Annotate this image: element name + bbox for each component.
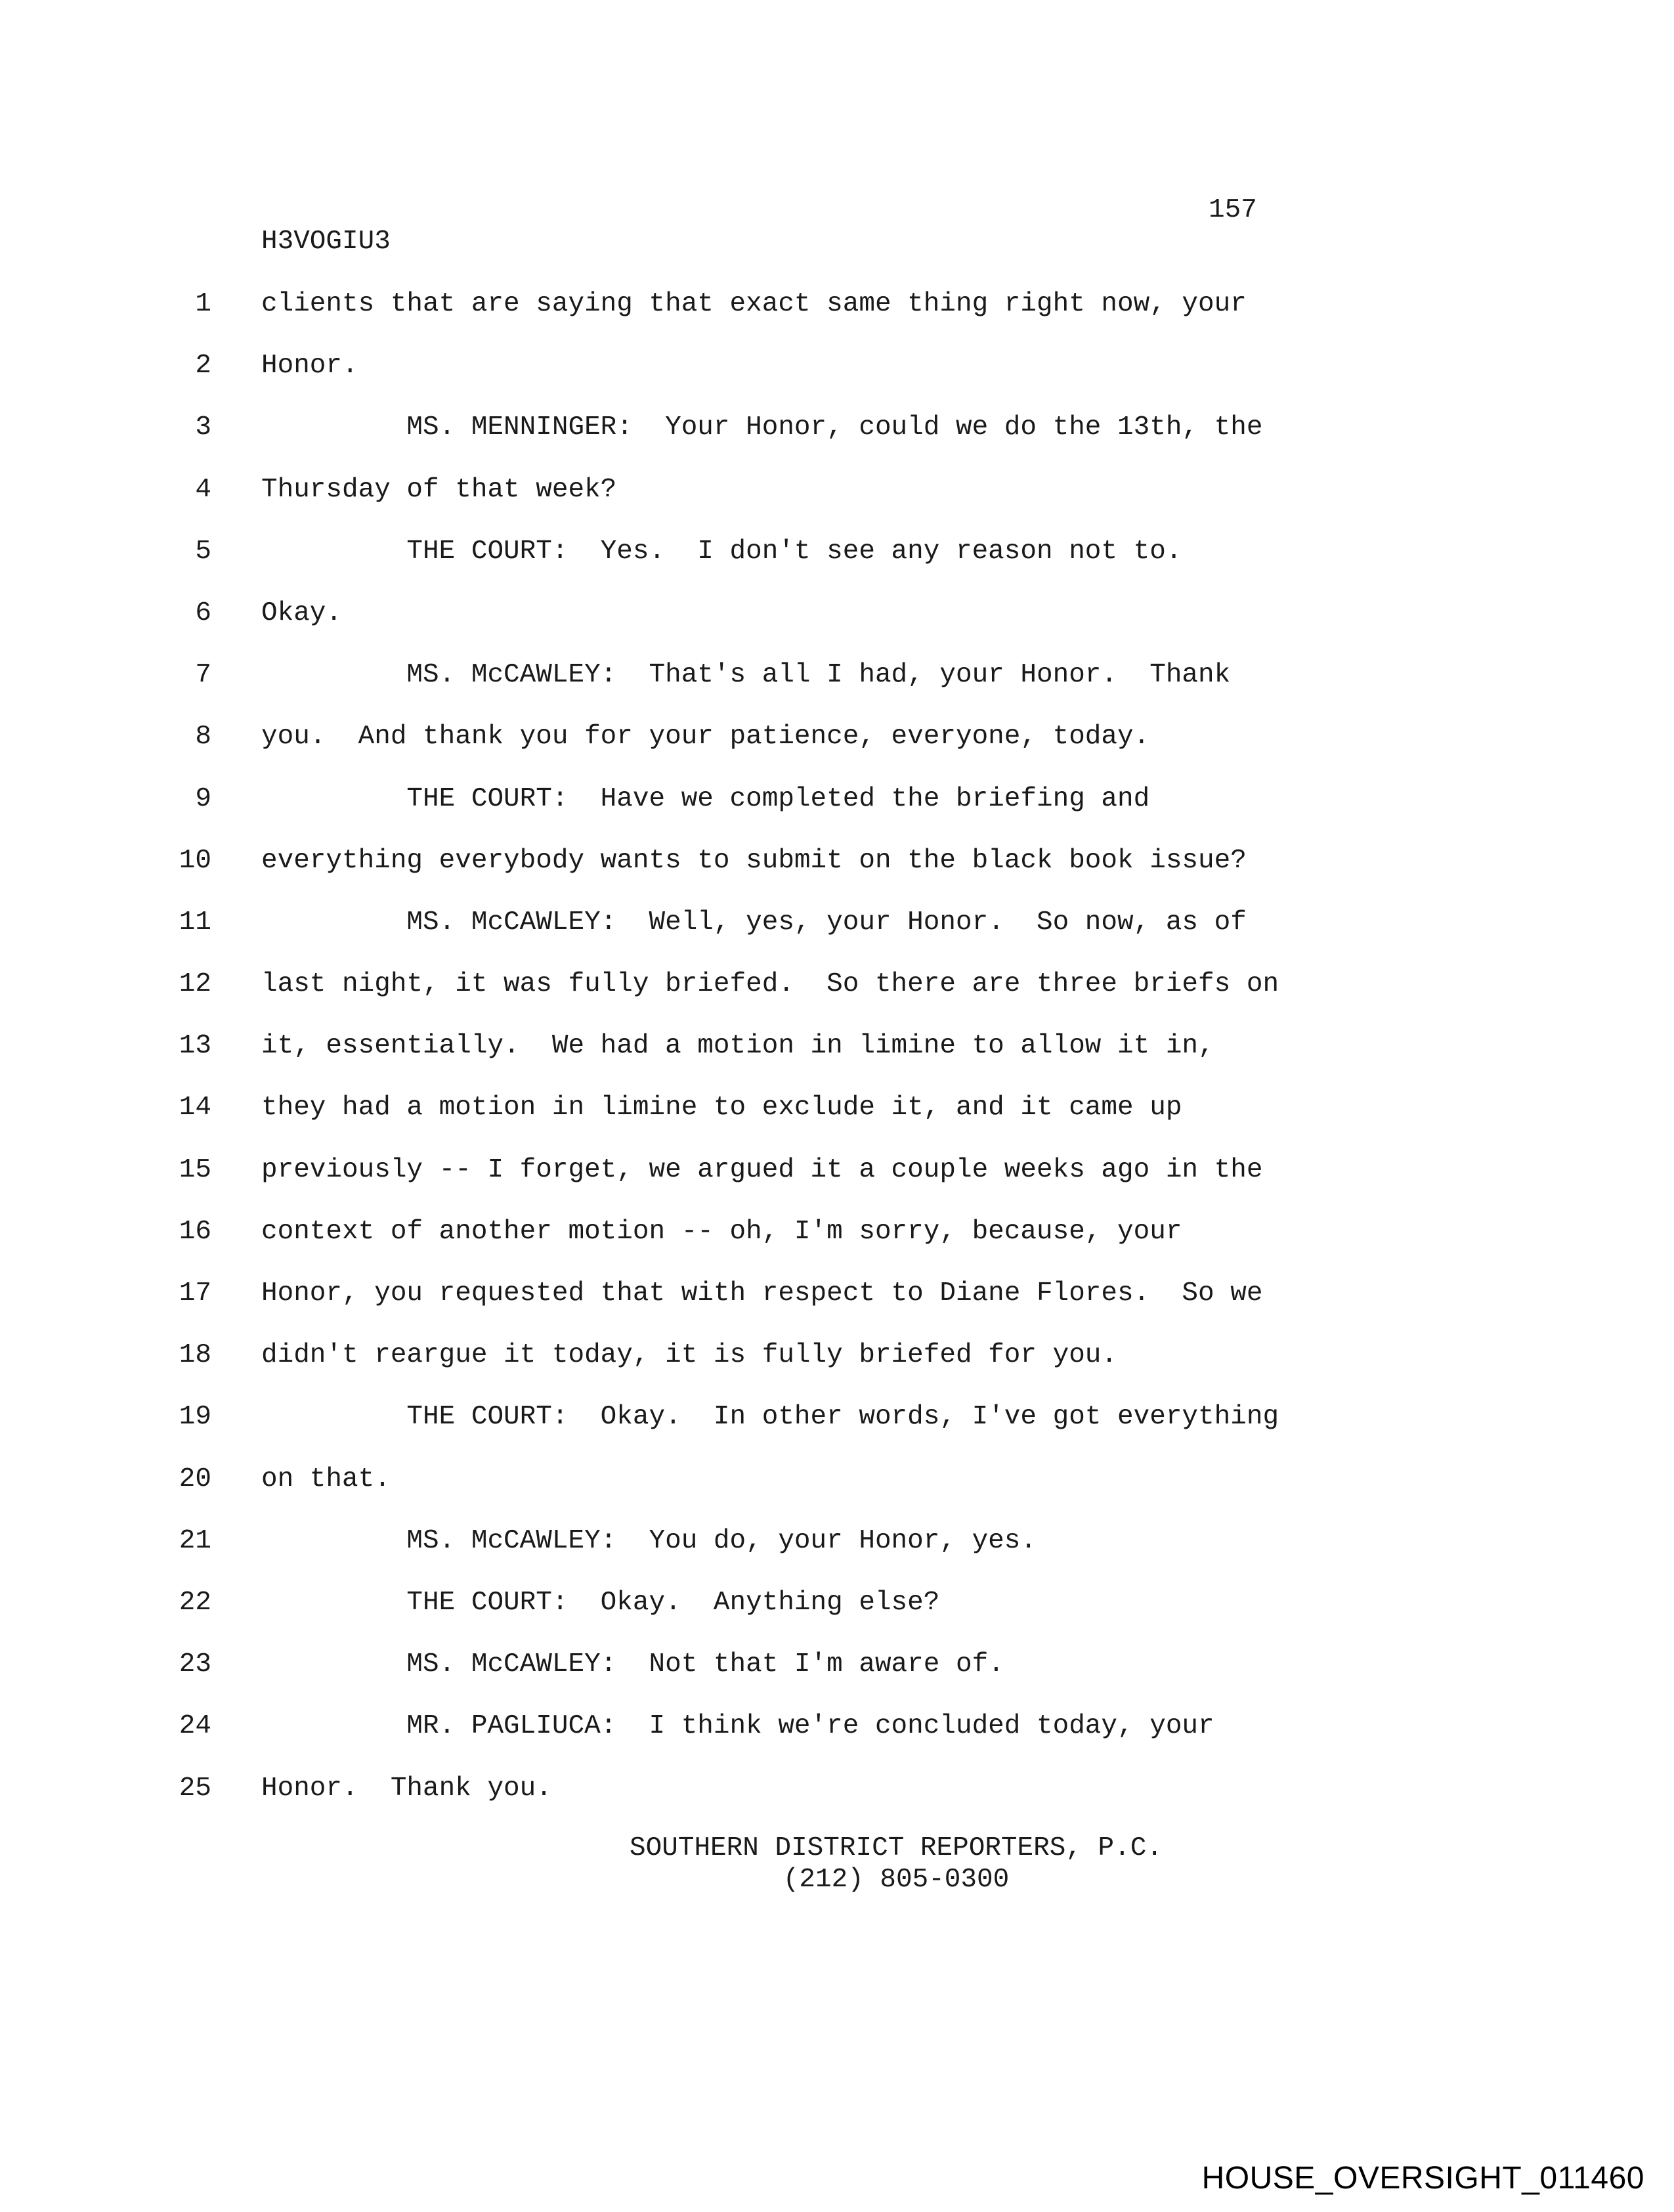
line-text: MS. McCAWLEY: You do, your Honor, yes. bbox=[261, 1525, 1037, 1556]
line-text: THE COURT: Yes. I don't see any reason not to. bbox=[261, 536, 1182, 567]
line-number: 19 bbox=[179, 1402, 211, 1433]
transcript-line bbox=[0, 1587, 1674, 1651]
page-number: 157 bbox=[1209, 195, 1257, 225]
transcript-line bbox=[0, 597, 1674, 662]
line-text: MS. MENNINGER: Your Honor, could we do the 13th, the bbox=[261, 412, 1263, 443]
transcript-line bbox=[0, 662, 1674, 724]
transcript-line bbox=[0, 909, 1674, 971]
line-text: it, essentially. We had a motion in limine to allow it in, bbox=[261, 1031, 1214, 1062]
line-text: clients that are saying that exact same thing right now, your bbox=[261, 289, 1247, 319]
line-number: 22 bbox=[179, 1587, 211, 1618]
line-text: on that. bbox=[261, 1464, 391, 1494]
line-number: 24 bbox=[179, 1711, 211, 1742]
line-text: everything everybody wants to submit on the black book issue? bbox=[261, 845, 1247, 876]
line-text: MS. McCAWLEY: Not that I'm aware of. bbox=[261, 1649, 1004, 1680]
line-number: 11 bbox=[179, 907, 211, 938]
line-number: 5 bbox=[195, 536, 211, 567]
reporter-name: SOUTHERN DISTRICT REPORTERS, P.C. bbox=[630, 1833, 1163, 1863]
line-text: Honor, you requested that with respect to Diane Flores. So we bbox=[261, 1278, 1263, 1309]
reporter-phone: (212) 805-0300 bbox=[783, 1865, 1010, 1895]
line-text: Honor. bbox=[261, 351, 358, 381]
transcript-line bbox=[0, 1525, 1674, 1590]
line-number: 6 bbox=[195, 597, 211, 628]
line-number: 14 bbox=[179, 1093, 211, 1123]
line-number: 12 bbox=[179, 969, 211, 1000]
transcript-line bbox=[0, 1713, 1674, 1775]
transcript-line bbox=[0, 1154, 1674, 1219]
transcript-line bbox=[0, 783, 1674, 848]
line-number: 18 bbox=[179, 1340, 211, 1371]
line-text: MR. PAGLIUCA: I think we're concluded today, your bbox=[261, 1711, 1214, 1742]
transcript-line bbox=[0, 1342, 1674, 1404]
transcript-line bbox=[0, 1033, 1674, 1095]
transcript-line bbox=[0, 538, 1674, 600]
line-number: 2 bbox=[195, 351, 211, 381]
line-number: 25 bbox=[179, 1773, 211, 1804]
line-text: context of another motion -- oh, I'm sorry, because, your bbox=[261, 1216, 1182, 1247]
line-number: 17 bbox=[179, 1278, 211, 1309]
line-number: 20 bbox=[179, 1464, 211, 1494]
line-number: 3 bbox=[195, 412, 211, 443]
case-code: H3VOGIU3 bbox=[261, 227, 391, 257]
line-number: 1 bbox=[195, 289, 211, 319]
line-text: last night, it was fully briefed. So there are three briefs on bbox=[261, 969, 1279, 1000]
line-text: Honor. Thank you. bbox=[261, 1773, 552, 1804]
line-number: 23 bbox=[179, 1649, 211, 1680]
line-number: 15 bbox=[179, 1154, 211, 1185]
line-text: THE COURT: Okay. Anything else? bbox=[261, 1587, 940, 1618]
line-text: THE COURT: Okay. In other words, I've got everything bbox=[261, 1402, 1279, 1433]
line-text: MS. McCAWLEY: Well, yes, your Honor. So now, as of bbox=[261, 907, 1247, 938]
line-number: 16 bbox=[179, 1216, 211, 1247]
transcript-line bbox=[0, 1404, 1674, 1465]
line-text: Okay. bbox=[261, 597, 343, 628]
line-text: you. And thank you for your patience, everyone, today. bbox=[261, 722, 1150, 752]
transcript-body bbox=[0, 291, 1674, 1837]
transcript-line bbox=[0, 845, 1674, 909]
line-text: THE COURT: Have we completed the briefing and bbox=[261, 783, 1150, 814]
line-number: 10 bbox=[179, 845, 211, 876]
line-number: 9 bbox=[195, 783, 211, 814]
line-number: 13 bbox=[179, 1031, 211, 1062]
line-text: they had a motion in limine to exclude it, and it came up bbox=[261, 1093, 1182, 1123]
line-number: 21 bbox=[179, 1525, 211, 1556]
transcript-line bbox=[0, 1775, 1674, 1837]
line-number: 4 bbox=[195, 474, 211, 505]
line-number: 8 bbox=[195, 722, 211, 752]
transcript-line bbox=[0, 474, 1674, 538]
line-text: Thursday of that week? bbox=[261, 474, 617, 505]
bates-number: HOUSE_OVERSIGHT_011460 bbox=[1201, 2161, 1644, 2196]
line-text: didn't reargue it today, it is fully briefed for you. bbox=[261, 1340, 1118, 1371]
transcript-line bbox=[0, 1216, 1674, 1280]
line-text: MS. McCAWLEY: That's all I had, your Honor. Thank bbox=[261, 660, 1231, 691]
transcript-line bbox=[0, 1651, 1674, 1713]
transcript-line bbox=[0, 291, 1674, 353]
line-text: previously -- I forget, we argued it a couple weeks ago in the bbox=[261, 1154, 1263, 1185]
transcript-line bbox=[0, 1466, 1674, 1528]
line-number: 7 bbox=[195, 660, 211, 691]
transcript-line bbox=[0, 414, 1674, 476]
transcript-line bbox=[0, 353, 1674, 414]
transcript-line bbox=[0, 1280, 1674, 1342]
transcript-line bbox=[0, 1095, 1674, 1156]
transcript-line bbox=[0, 971, 1674, 1033]
transcript-line bbox=[0, 724, 1674, 785]
